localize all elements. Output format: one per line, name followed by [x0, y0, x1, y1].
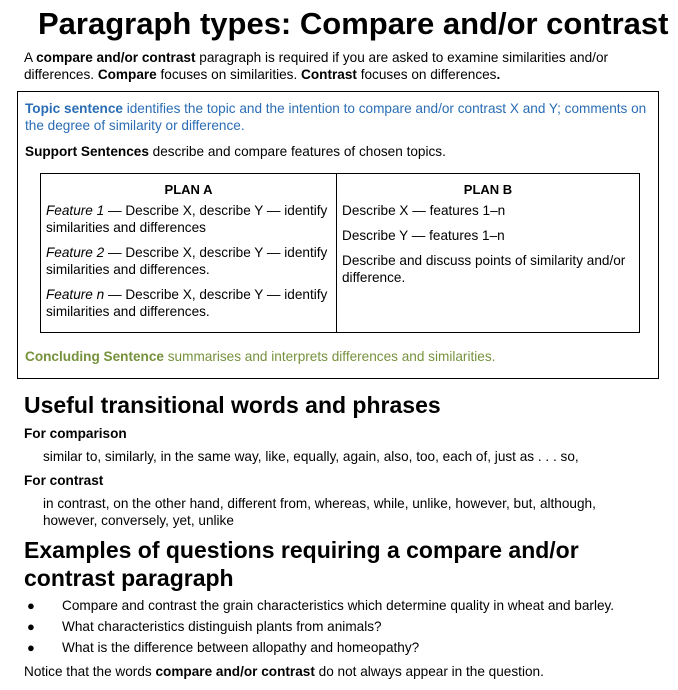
plan-a-heading: PLAN A [164, 182, 213, 197]
feature-label: Feature n [46, 287, 105, 302]
list-item [24, 616, 664, 637]
plan-b-item: Describe X — features 1–n [342, 203, 506, 218]
intro-paragraph [24, 49, 664, 83]
concluding-sentence-label: Concluding Sentence [25, 349, 164, 364]
notice-pre: Notice that the words [24, 664, 156, 679]
intro-text: paragraph is required if you are asked to examine similarities and/or differences. [24, 50, 609, 82]
support-sentences-label: Support Sentences [25, 144, 149, 159]
notice-post: do not always appear in the question. [314, 664, 544, 679]
contrast-label: For contrast [24, 473, 104, 488]
plan-a-column [41, 174, 337, 332]
intro-text: focuses on similarities. [156, 67, 302, 82]
list-item [24, 637, 664, 658]
support-sentences-text: describe and compare features of chosen topics. [148, 144, 446, 159]
feature-label: Feature 2 [46, 245, 105, 260]
list-item [24, 595, 664, 616]
page-title: Paragraph types: Compare and/or contrast [38, 6, 669, 41]
plan-b-item: Describe Y — features 1–n [342, 228, 505, 243]
contrast-words: in contrast, on the other hand, different from, whereas, while, unlike, however, but, although, however, conversely, yet, unlike [43, 496, 596, 528]
feature-text: — Describe X, describe Y — identify similarities and differences. [46, 245, 328, 277]
feature-label: Feature 1 [46, 203, 105, 218]
question-text: What characteristics distinguish plants from animals? [62, 619, 382, 634]
plan-b-item: Describe and discuss points of similarity and/or difference. [342, 253, 626, 285]
bullet-icon: ● [27, 598, 35, 613]
concluding-sentence [25, 348, 495, 365]
support-sentences [25, 143, 446, 160]
topic-sentence [25, 100, 650, 134]
bullet-icon: ● [27, 640, 35, 655]
transitional-heading: Useful transitional words and phrases [24, 392, 441, 418]
comparison-label: For comparison [24, 426, 127, 441]
intro-emphasis: Compare [97, 67, 157, 82]
examples-heading: Examples of questions requiring a compare and/or contrast paragraph [24, 537, 579, 591]
intro-text: focuses on differences [356, 67, 497, 82]
feature-text: — Describe X, describe Y — identify similarities and differences [46, 203, 328, 235]
intro-period: . [496, 67, 501, 82]
plan-b-heading: PLAN B [463, 182, 513, 197]
concluding-sentence-text: summarises and interprets differences and similarities. [163, 349, 496, 364]
intro-emphasis: compare and/or contrast [36, 50, 196, 65]
plan-a-item [46, 202, 332, 236]
bullet-icon: ● [27, 619, 35, 634]
notice-text [24, 663, 544, 680]
notice-emphasis: compare and/or contrast [155, 664, 315, 679]
example-questions-list [24, 595, 664, 658]
intro-text: A [24, 50, 37, 65]
comparison-words: similar to, similarly, in the same way, like, equally, again, also, too, each of, just as . . . so, [43, 449, 579, 464]
plan-table [40, 173, 640, 333]
plan-a-item [46, 286, 332, 320]
topic-sentence-label: Topic sentence [25, 101, 123, 116]
question-text: Compare and contrast the grain characteristics which determine quality in wheat and barley. [62, 598, 615, 613]
paragraph-structure-box [17, 91, 659, 379]
intro-emphasis: Contrast [301, 67, 357, 82]
feature-text: — Describe X, describe Y — identify similarities and differences. [46, 287, 328, 319]
topic-sentence-text: identifies the topic and the intention to compare and/or contrast X and Y; comments on the degree of similarity or difference. [25, 101, 647, 133]
plan-a-item [46, 244, 332, 278]
plan-b-column [337, 174, 639, 332]
question-text: What is the difference between allopathy and homeopathy? [62, 640, 420, 655]
